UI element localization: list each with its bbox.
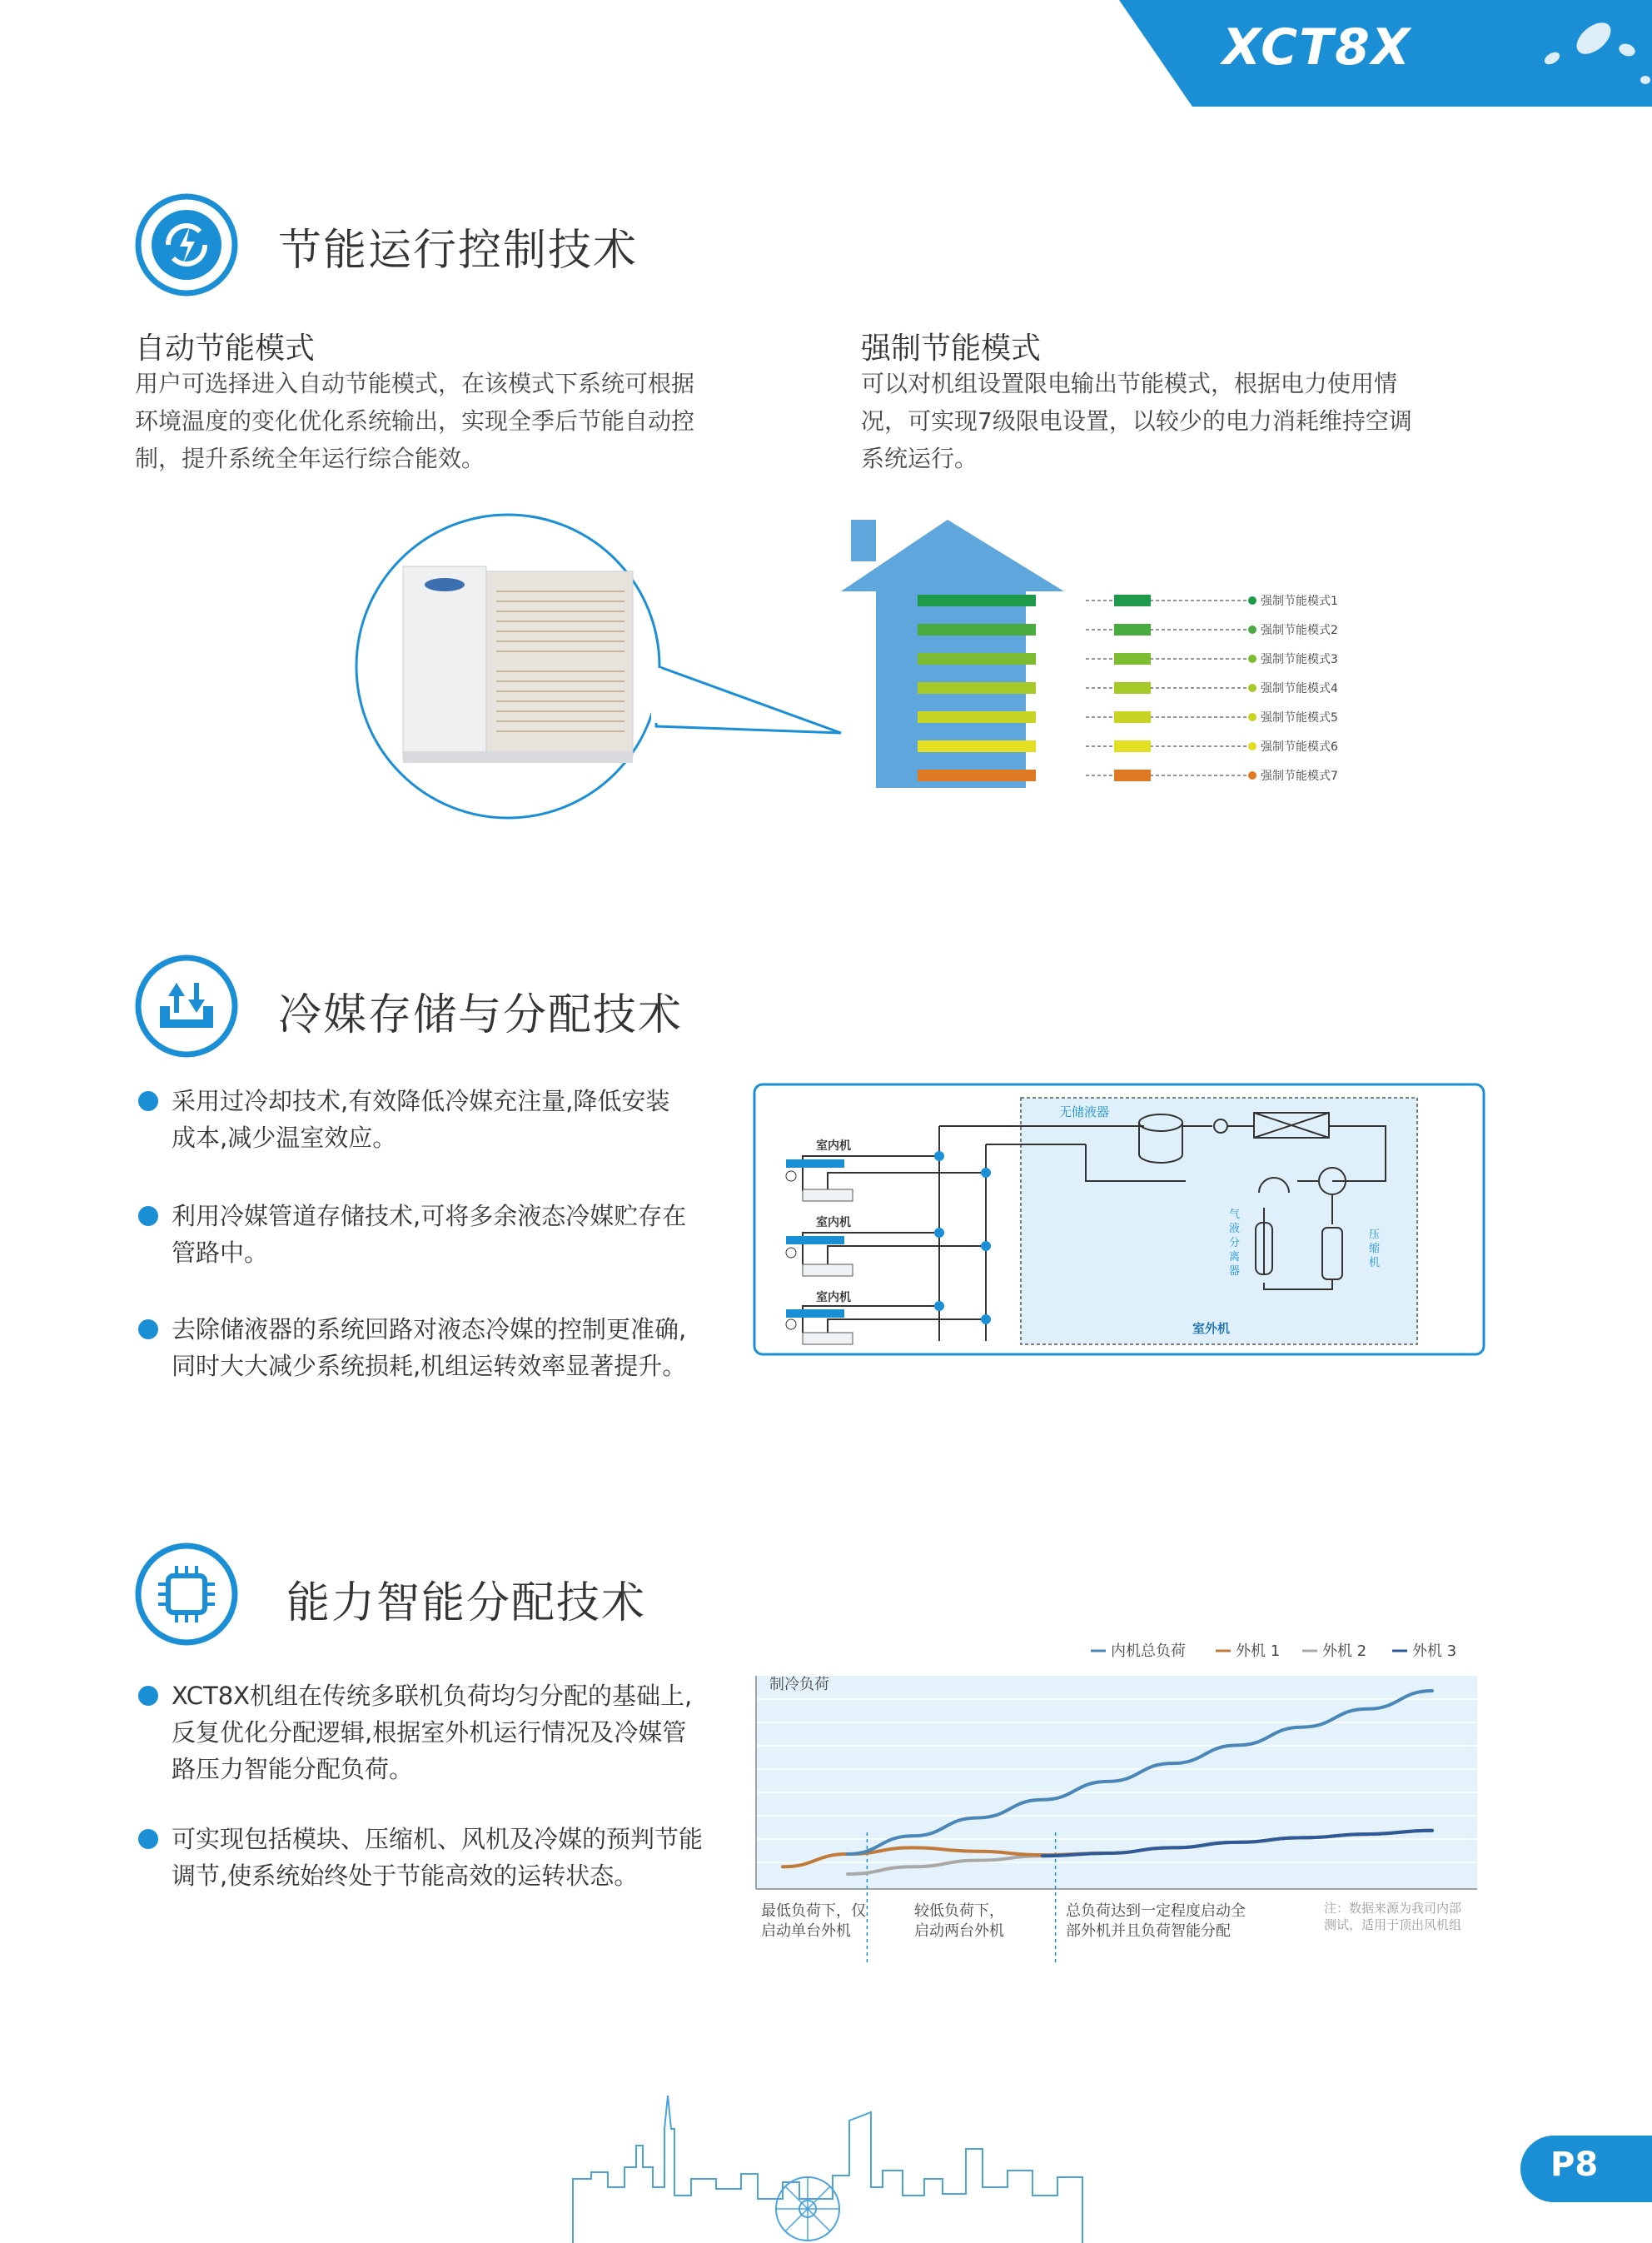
house-mode-bar [918, 740, 1036, 752]
mode-swatch [1114, 595, 1151, 606]
phase-caption: 最低负荷下，仅启动单台外机 [761, 1902, 866, 1940]
mode-swatch [1114, 711, 1151, 723]
mode-swatch [1114, 682, 1151, 694]
brand-logo: XCT8X [1222, 18, 1412, 77]
mode-swatch [1114, 653, 1151, 665]
auto-mode-title: 自动节能模式 [135, 331, 316, 366]
indoor-label: 室内机 [816, 1139, 851, 1153]
bullet-text: 采用过冷却技术,有效降低冷媒充注量,降低安装 成本,减少温室效应。 [172, 1087, 670, 1152]
refrigerant-bullet-2 [138, 1198, 804, 1271]
bullet-text: 去除储液器的系统回路对液态冷媒的控制更准确, 同时大大减少系统损耗,机组运转效率显著提升。 [172, 1315, 687, 1380]
house-mode-bar [918, 770, 1036, 781]
refrigerant-piping-diagram [753, 1083, 1485, 1356]
chart-note: 注：数据来源为我司内部测试，适用于顶出风机组 [1324, 1901, 1462, 1932]
refrigerant-bullet-3 [138, 1311, 804, 1384]
mode-dot [1248, 684, 1256, 692]
house-mode-bar [918, 682, 1036, 694]
mode-label: 强制节能模式5 [1261, 711, 1338, 725]
house-mode-bar [918, 711, 1036, 723]
section-title-energy: 节能运行控制技术 [278, 226, 639, 276]
energy-cycle-icon [135, 193, 238, 297]
legend-label: 外机 1 [1236, 1642, 1281, 1660]
legend-label: 外机 2 [1322, 1642, 1367, 1660]
mode-dot [1248, 713, 1256, 721]
house-mode-bar [918, 653, 1036, 665]
bullet-text: 可实现包括模块、压缩机、风机及冷媒的预判节能 调节,使系统始终处于节能高效的运转状态。 [172, 1825, 704, 1890]
mode-label: 强制节能模式2 [1261, 624, 1338, 637]
load-distribution-chart [749, 1632, 1482, 1982]
bullet-text: 利用冷媒管道存储技术,可将多余液态冷媒贮存在 管路中。 [172, 1202, 687, 1267]
outdoor-unit-illustration [350, 508, 849, 825]
mode-dot [1248, 596, 1256, 605]
capacity-bullet-1 [138, 1677, 804, 1787]
separator-label: 气液分离器 [1229, 1209, 1241, 1278]
legend-label: 外机 3 [1412, 1642, 1457, 1660]
outdoor-label: 室外机 [1192, 1321, 1231, 1336]
legend-label: 内机总负荷 [1111, 1642, 1186, 1660]
bullet-dot [138, 1829, 158, 1849]
y-axis-label: 制冷负荷 [769, 1676, 829, 1693]
forced-mode-house-diagram [841, 520, 1374, 795]
phase-caption: 总负荷达到一定程度启动全部外机并且负荷智能分配 [1066, 1902, 1246, 1940]
capacity-bullet-2 [138, 1821, 804, 1894]
bullet-dot [138, 1319, 158, 1339]
refrigerant-bullet-1 [138, 1083, 804, 1156]
mode-label: 强制节能模式6 [1261, 740, 1338, 754]
phase-caption: 较低负荷下，启动两台外机 [914, 1902, 1004, 1940]
city-skyline-illustration [566, 2096, 1099, 2243]
refrigerant-storage-icon [135, 955, 238, 1058]
auto-mode-text: 用户可选择进入自动节能模式，在该模式下系统可根据 环境温度的变化优化系统输出，实现全季后节能自动控 制，提升系统全年运行综合能效。 [135, 370, 695, 472]
mode-swatch [1114, 770, 1151, 781]
mode-label: 强制节能模式1 [1261, 595, 1338, 608]
house-mode-bar [918, 595, 1036, 606]
compressor-label: 压缩机 [1369, 1229, 1381, 1269]
section-title-refrigerant: 冷媒存储与分配技术 [278, 990, 684, 1040]
mode-label: 强制节能模式3 [1261, 653, 1338, 666]
page-number: P8 [1550, 2146, 1599, 2184]
mode-dot [1248, 655, 1256, 663]
forced-mode-title: 强制节能模式 [861, 331, 1042, 366]
mode-dot [1248, 626, 1256, 634]
mode-label: 强制节能模式4 [1261, 682, 1338, 695]
bullet-dot [138, 1686, 158, 1706]
indoor-label: 室内机 [816, 1216, 851, 1229]
mode-dot [1248, 742, 1256, 750]
forced-mode-text: 可以对机组设置限电输出节能模式，根据电力使用情 况，可实现7级限电设置，以较少的电力消耗维持空调 系统运行。 [861, 370, 1412, 472]
mode-swatch [1114, 740, 1151, 752]
no-receiver-label: 无储液器 [1059, 1104, 1110, 1119]
mode-swatch [1114, 624, 1151, 636]
mode-label: 强制节能模式7 [1261, 770, 1338, 783]
house-mode-bar [918, 624, 1036, 636]
indoor-label: 室内机 [816, 1291, 851, 1304]
mode-dot [1248, 771, 1256, 780]
bullet-dot [138, 1206, 158, 1226]
bullet-text: XCT8X机组在传统多联机负荷均匀分配的基础上, 反复优化分配逻辑,根据室外机运行情况及冷媒管 路压力智能分配负荷。 [172, 1682, 693, 1783]
bullet-dot [138, 1091, 158, 1111]
section-title-capacity: 能力智能分配技术 [286, 1578, 647, 1628]
chip-icon [135, 1543, 238, 1646]
